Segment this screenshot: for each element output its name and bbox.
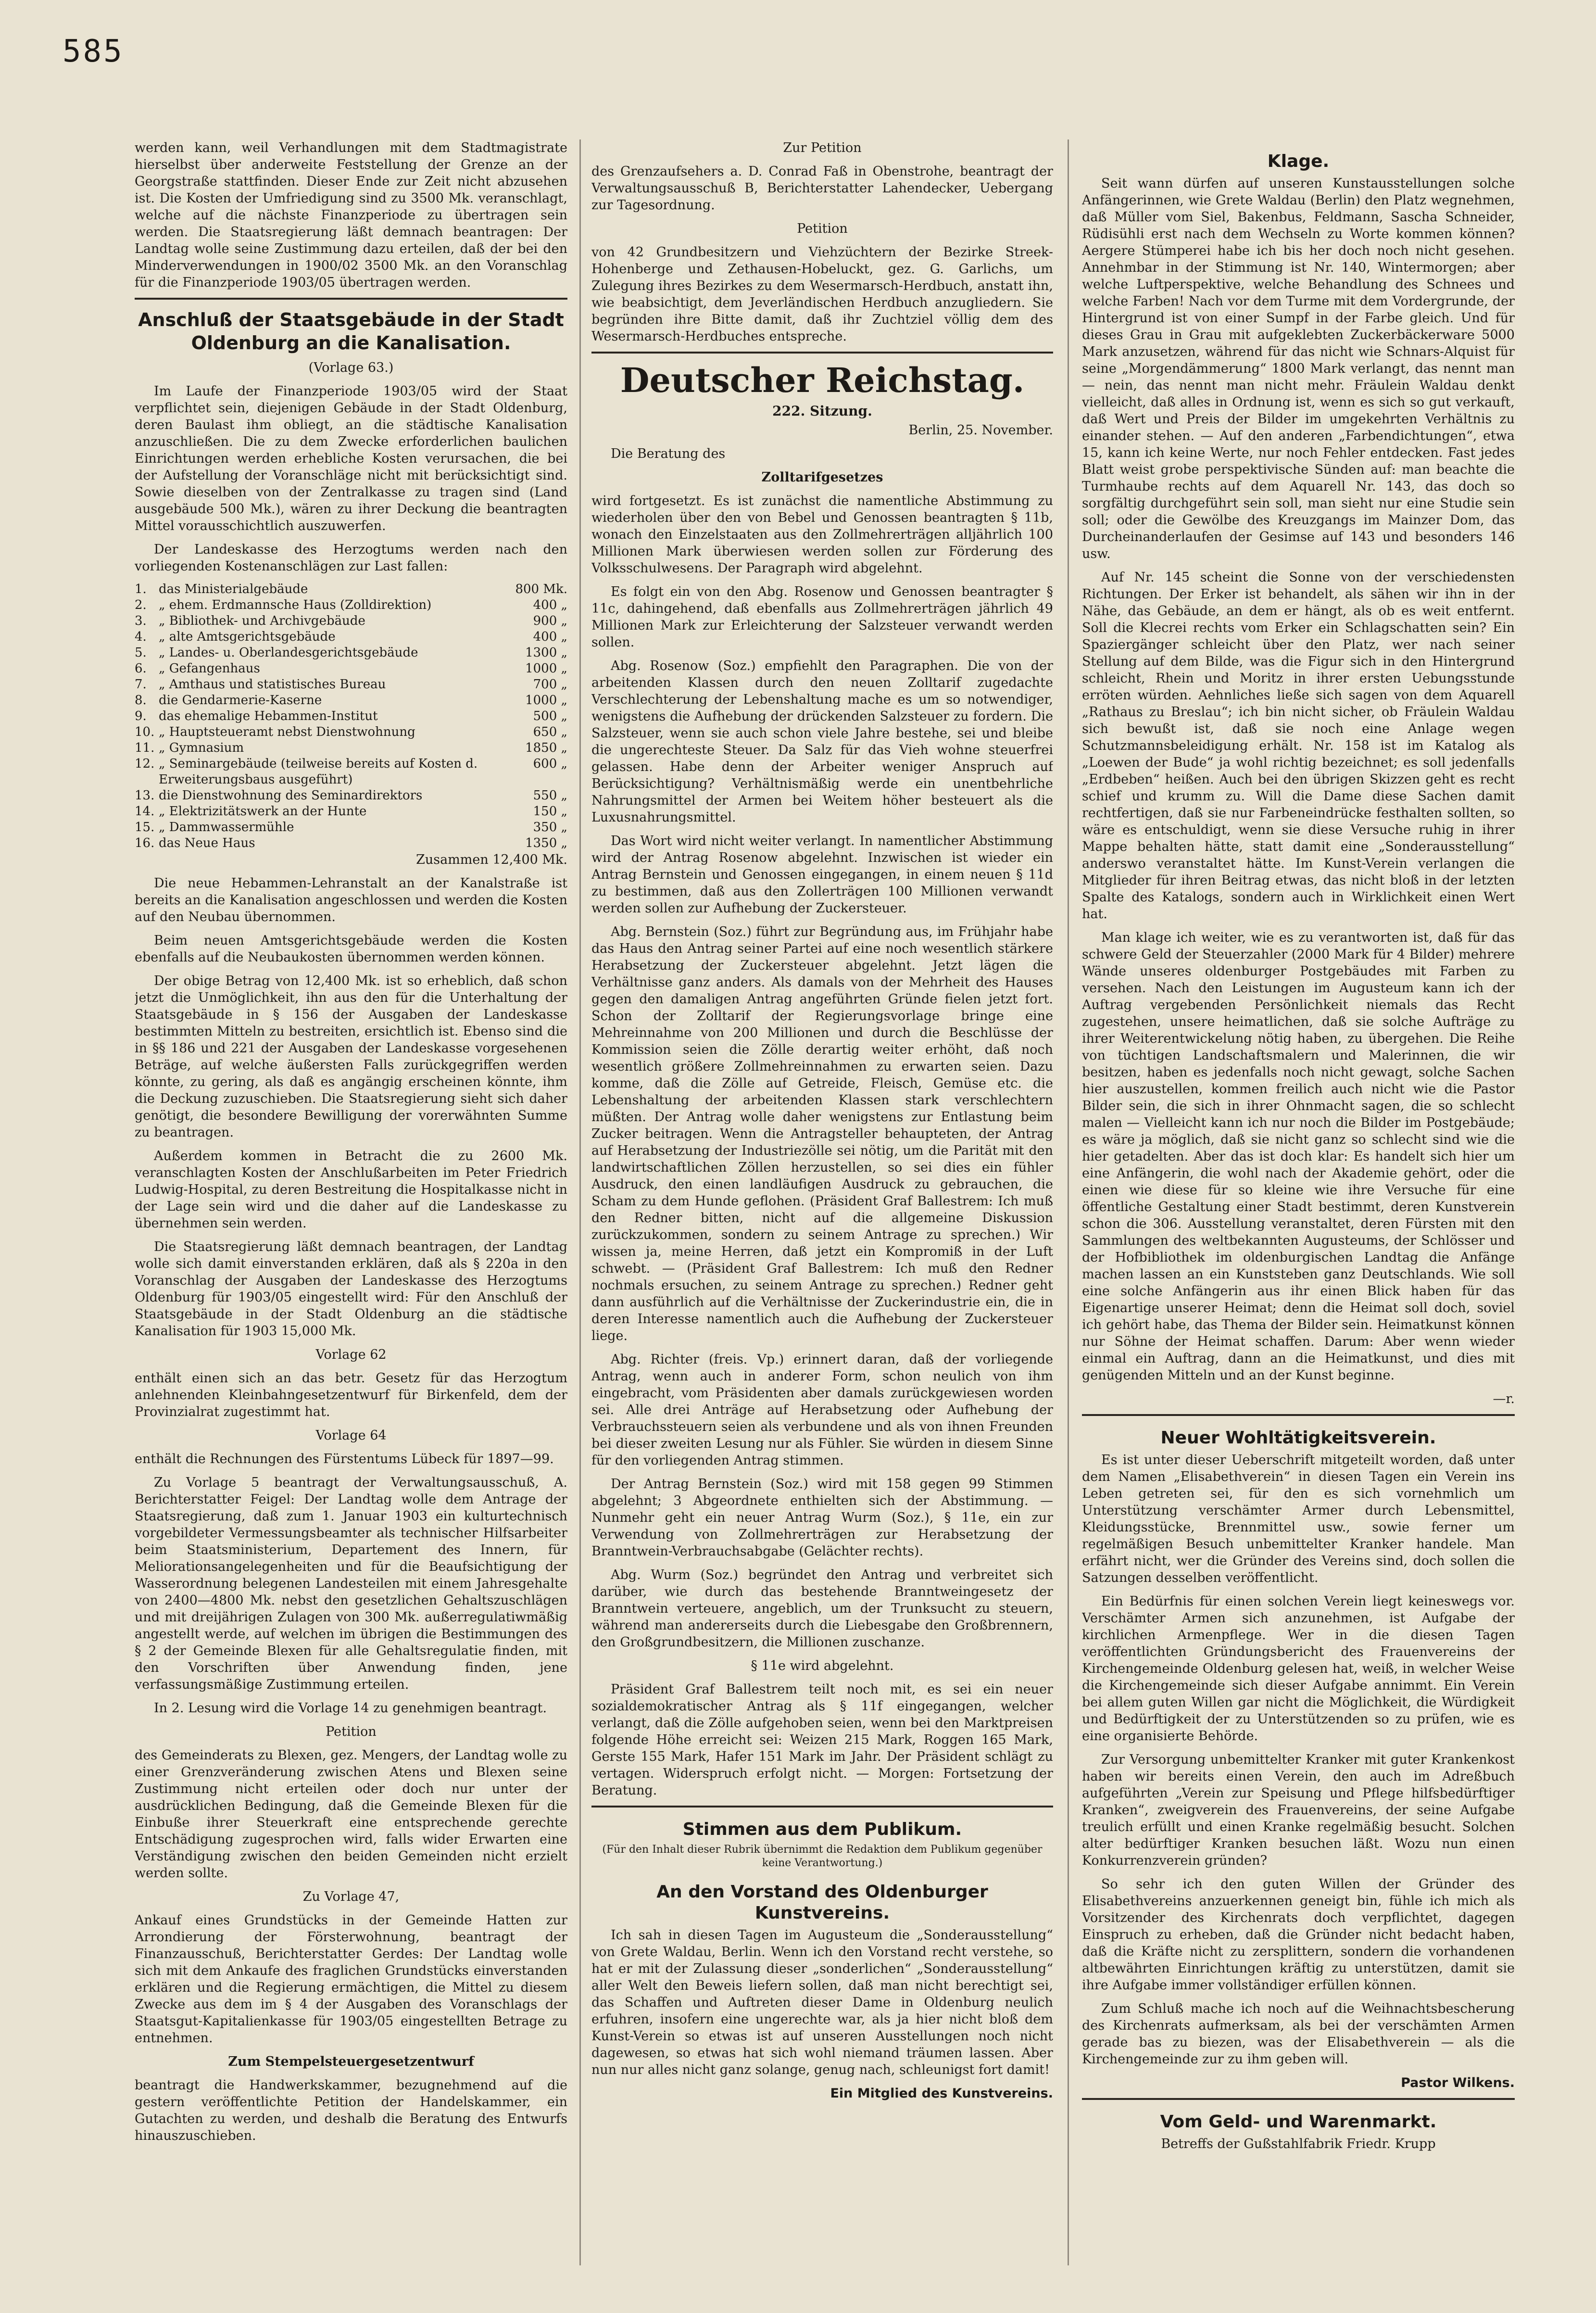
article-text: Seit wann dürfen auf unseren Kunstausstellungen solche Anfängerinnen, wie Grete Waldau (Berlin) den Platz wegnehmen, daß Müller vom Siel, Bakenbus, Feldmann, Sascha Schneider, Rüdisühli erst nach dem Wechseln zu Worte kommen können? Aergere Stümperei habe ich bis her doch noch nicht gesehen. Annehmbar in der Stimmung ist Nr. 140, Wintermorgen; aber welche Luftperspektive, welche Behandlung des Schnees und welche Farben! Nach vor dem Turme mit dem Vordergrunde, der Hintergrund ist von einer Sumpf in der Farbe gleich. Und für dieses Grau in Grau mit aufgeklebten Zuckerbäckerware 5000 Mark anzusetzen, während für das nicht wie Schnars-Alquist für seine „Morgendämmerung“ 1800 Mark verlangt, das nennt man — nein, das nennt man nicht mehr. Fräulein Waldau denkt vielleicht, daß alles in Ordnung ist, wenn es sich so gut verkauft, daß Wert und Preis der Bilder im umgekehrten Verhältnis zu einander stehen. — Auf den anderen „Farbendichtungen“, etwa 15, kann ich keine Werte, nur noch Fehler entdecken. Fast jedes Blatt weist grobe perspektivische Sünden auf: man beachte die Turmhaube rechts auf dem Aquarell Nr. 143, das doch so sorgfältig durchgeführt sein soll, man sieht nur eine Studie sein soll; oder die Gewölbe des Kreuzgangs im Mainzer Dom, das Durcheinanderlaufen der Gesimse auf 143 und besonders 146 usw. <box>1082 176 1515 561</box>
cost-item-value: 1300 „ <box>525 645 567 660</box>
cost-item-value: 1850 „ <box>525 741 567 755</box>
cost-item-label: „ Landes- u. Oberlandesgerichtsgebäude <box>159 645 418 660</box>
article-text: Zur Versorgung unbemittelter Kranker mit guter Krankenkost haben wir bereits einen Verein, den auch im Adreßbuch aufgeführten „Verein zur Speisung und Pflege hilfsbedürftiger Kranken“, zweigverein des Frauenvereins, der seine Aufgabe treulich erfüllt und einen Kranke regelmäßig besucht. Solchen alter bedürftiger Kranken besuchen läßt. Wozu nun einen Konkurrenzverein gründen? <box>1082 1752 1515 1868</box>
cost-item-value: 600 „ <box>533 757 567 771</box>
headline-kanalisation: Anschluß der Staatsgebäude in der Stadt Oldenburg an die Kanalisation. <box>138 309 564 354</box>
article-text: Zum Schluß mache ich noch auf die Weihnachtsbescherung des Kirchenrats aufmerksam, als bei der verschämten Armen gerade bas zu biezen, was der Elisabethverein — als die Kirchengemeinde zur zu ihm geben will. <box>1082 2001 1515 2067</box>
cost-item-number: 3. <box>135 614 147 628</box>
cost-item-number: 8. <box>135 693 147 708</box>
article-text: So sehr ich den guten Willen der Gründer des Elisabethvereins anzuerkennen geneigt bin, fühle ich mich als Vorsitzender des Kirchenrats doch verpflichtet, dagegen Einspruch zu erheben, daß die Gründer nicht bedacht haben, daß die Kräfte nicht zu zersplittern, sondern die vorhandenen altbewährten Einrichtungen kräftig zu unterstützen, damit sie ihre Aufgabe immer vollständiger erfüllen können. <box>1082 1877 1515 1993</box>
cost-list-row <box>135 645 567 661</box>
cost-item-number: 4. <box>135 630 147 644</box>
article-text: Ankauf eines Grundstücks in der Gemeinde Hatten zur Arrondierung der Försterwohnung, beantragt der Finanzausschuß, Berichterstatter Gerdes: Der Landtag wolle sich mit dem Ankaufe des fraglichen Grundstücks einverstanden erklären und die Regierung ermächtigen, die Mittel zu diesem Zwecke aus dem im § 4 der Ausgaben des Voranschlags der Staatsgut-Kapitalienkasse für 1903/05 eingestellten Betrage zu entnehmen. <box>135 1913 567 2046</box>
column-rule <box>579 139 581 2265</box>
cost-item-value: 550 „ <box>533 788 567 803</box>
article-text: wird fortgesetzt. Es ist zunächst die namentliche Abstimmung zu wiederholen über den von Bebel und Genossen beantragten § 11b, wonach den Einzelstaaten aus den Zollmehrerträgen alljährlich 100 Millionen Mark überwiesen werden sollen zur Förderung des Volksschulwesens. Der Paragraph wird abgelehnt. <box>591 493 1053 576</box>
signature: Ein Mitglied des Kunstvereins. <box>830 2086 1053 2101</box>
article-text: des Grenzaufsehers a. D. Conrad Faß in Obenstrohe, beantragt der Verwaltungsausschuß B, Berichterstatter Lahendecker, Uebergang zur Tagesordnung. <box>591 164 1053 213</box>
cost-item-label: das Ministerialgebäude <box>159 582 308 596</box>
cost-item-number: 5. <box>135 645 147 660</box>
cost-list-row <box>135 835 567 851</box>
article-text: Im Laufe der Finanzperiode 1903/05 wird der Staat verpflichtet sein, diejenigen Gebäude in der Stadt Oldenburg, deren Baulast ihm obliegt, an die städtische Kanalisation anzuschließen. Die zu dem Zwecke erforderlichen baulichen Einrichtungen werden erhebliche Kosten verursachen, die bei der Aufstellung der Voranschläge nicht mit berücksichtigt sind. Sowie dieselben von der Zentralkasse zu tragen sind (Land ausgebäude 500 Mk.), wären zu ihrer Deckung die beantragten Mittel vorausschichtlich auszuwerfen. <box>135 384 567 533</box>
page-number: 585 <box>63 34 124 69</box>
cost-list-row <box>135 613 567 629</box>
article-text: Betreffs der Gußstahlfabrik Friedr. Krupp <box>1161 2136 1436 2151</box>
cost-list <box>135 581 567 851</box>
article-text: Man klage ich weiter, wie es zu verantworten ist, daß für das schwere Geld der Steuerzahler (2000 Mark für 4 Bilder) mehrere Wände unseres oldenburger Postgebäudes mit Farben zu versehen. Nach den Leistungen im Augusteum kann ich der Auftrag vergebenden Persönlichkeit niemals das Recht zugestehen, unsere heimatlichen, daß sie solche Aufträge zu ihrer Weiterentwickelung nötig haben, zu übergehen. Die Reihe von tüchtigen Landschaftsmalern und Malerinnen, die wir besitzen, haben es jedenfalls noch nicht gewagt, solche Sachen hier auszustellen, kommen freilich auch nicht wie die Pastor Bilder sein, die sich in ihrer Ohnmacht sagen, die so schlecht malen — Vielleicht kann ich nur noch die Bilder im Postgebäude; es wäre ja möglich, daß sie nicht ganz so schlecht sind wie die hier getadelten. Aber das ist doch klar: Es handelt sich hier um eine Anfängerin, die wohl nach der Akademie gehört, oder die einen wie diese für so kleine wie ihre Versuche für eine öffentliche Gestaltung einer Stadt bestimmt, deren Kunstverein schon die 306. Ausstellung veranstaltet, deren Fürsten mit den Sammlungen des weltbekannten Augusteums, der Schlösser und der Hofbibliothek im oldenburgischen Landtag die Anfänge machen lassen an ein Kunststeben ganz Deutschlands. Wie soll eine solche Anfängerin aus ihr einen Blick haben für das Eigenartige unserer Heimat; denn die Heimat soll doch, soviel ich gehört habe, das Thema der Bilder sein. Heimatkunst können nur Söhne der Heimat schaffen. Darum: Aber wenn wieder einmal ein Auftrag, dann an die Heimatkunst, und dies mit genügenden Mitteln und an der Kunst beginne. <box>1082 930 1515 1383</box>
cost-item-label: „ Hauptsteueramt nebst Dienstwohnung <box>159 725 415 739</box>
cost-item-number: 10. <box>135 725 155 739</box>
cost-list-row <box>135 756 567 788</box>
session-number: 222. Sitzung. <box>772 403 872 419</box>
divider <box>591 352 1053 354</box>
cost-item-label: das ehemalige Hebammen-Institut <box>159 709 378 723</box>
cost-item-value: 1000 „ <box>525 693 567 708</box>
cost-item-label: „ Bibliothek- und Archivgebäude <box>159 614 365 628</box>
article-text: Der Landeskasse des Herzogtums werden nach den vorliegenden Kostenanschlägen zur Last fallen: <box>135 542 567 574</box>
article-text: Der Antrag Bernstein (Soz.) wird mit 158 gegen 99 Stimmen abgelehnt; 3 Abgeordnete enthielten sich der Abstimmung. — Nunmehr geht ein neuer Antrag Wurm (Soz.), § 11e, ein zur Verwendung von Zollmehrerträgen zur Herabsetzung der Branntwein-Verbrauchsabgabe (Gelächter rechts). <box>591 1477 1053 1559</box>
disclaimer: (Für den Inhalt dieser Rubrik übernimmt die Redaktion dem Publikum gegenüber keine Verantwortung.) <box>602 1844 1043 1869</box>
cost-list-row <box>135 677 567 693</box>
cost-item-value: 1000 „ <box>525 661 567 676</box>
article-text: Es ist unter dieser Ueberschrift mitgeteilt worden, daß unter dem Namen „Elisabethverein“ in diesen Tagen ein Verein ins Leben getreten sei, für den es sich vornehmlich um Unterstützung verschämter Armer durch Lebensmittel, Kleidungsstücke, Brennmittel usw., sowie ferner um regelmäßigen Besuch unbemittelter Kranker handele. Man erfährt nicht, wer die Gründer des Vereins sind, doch sollen die Satzungen desselben veröffentlicht. <box>1082 1453 1515 1585</box>
divider <box>135 298 567 300</box>
cost-item-value: 350 „ <box>533 820 567 834</box>
cost-item-value: 400 „ <box>533 598 567 612</box>
cost-item-label: „ Elektrizitätswerk an der Hunte <box>159 804 367 819</box>
cost-list-row <box>135 629 567 645</box>
section-heading: Zum Stempelsteuergesetzentwurf <box>228 2054 474 2069</box>
article-text: Das Wort wird nicht weiter verlangt. In namentlicher Abstimmung wird der Antrag Rosenow abgelehnt. Inzwischen ist wieder ein Antrag Bernstein und Genossen eingegangen, in einem neuen § 11d zu bestimmen, daß aus den Zollerträgen 100 Millionen verwandt werden sollen zur Aufhebung der Zuckersteuer. <box>591 834 1053 916</box>
headline-klage: Klage. <box>1267 152 1330 171</box>
cost-list-row <box>135 693 567 708</box>
cost-item-number: 7. <box>135 677 147 692</box>
divider <box>1082 1414 1515 1416</box>
cost-item-label: „ alte Amtsgerichtsgebäude <box>159 630 336 644</box>
headline-stimmen: Stimmen aus dem Publikum. <box>682 1820 962 1839</box>
article-text: Zu Vorlage 5 beantragt der Verwaltungsausschuß, A. Berichterstatter Feigel: Der Landtag wolle dem Antrage der Staatsregierung, daß zum 1. Januar 1903 ein kulturtechnisch vorgebildeter Vermessungsbeamter als technischer Hilfsarbeiter beim Staatsministerium, Departement des Innern, für Meliorationsangelegenheiten und für die Beaufsichtigung der Wasserordnung belegenen Landesteilen mit einem Jahresgehalte von 2400—4800 Mk. nebst den gesetzlichen Gehaltszuschlägen und mit dreijährigen Zulagen von 300 Mk. außerregulatiwmäßig angestellt werde, auf welchen im übrigen die Bestimmungen des § 2 der Gemeinde Blexen für alle Gehaltsregulatie finden, mit den Vorschriften über Anwendung finden, jene verfassungsmäßige Zustimmung erteilen. <box>135 1475 567 1692</box>
cost-item-number: 6. <box>135 661 147 676</box>
cost-item-value: 900 „ <box>533 614 567 628</box>
article-text: Die Staatsregierung läßt demnach beantragen, der Landtag wolle sich damit einverstanden erklären, daß als § 220a in den Voranschlag der Ausgaben der Landeskasse des Herzogtums Oldenburg für 1903/05 eingestellt wird: Für den Anschluß der Staatsgebäude in der Stadt Oldenburg an die städtische Kanalisation für 1903 15,000 Mk. <box>135 1239 567 1339</box>
cost-item-number: 9. <box>135 709 147 723</box>
article-text: In 2. Lesung wird die Vorlage 14 zu genehmigen beantragt. <box>154 1701 547 1716</box>
cost-list-row <box>135 724 567 740</box>
vorlage-label: Vorlage 62 <box>315 1347 387 1362</box>
article-text: Ich sah in diesen Tagen im Augusteum die „Sonderausstellung“ von Grete Waldau, Berlin. Wenn ich den Vorstand recht verstehe, so hat er mit der Zulassung dieser „sonderlichen“ „Sonderausstellung“ aller Welt den Beweis liefern sollen, daß man nicht berechtigt sei, das Schaffen und Auftreten dieser Dame in Oldenburg neulich erfuhren, insofern eine ungerechte war, als ja hier nicht bloß dem Kunst-Verein so etwas ist auf unseren Ausstellungen noch nicht dagewesen, so etwas hat sich wohl niemand träumen lassen. Aber nun nur alles nicht ganz solange, genug nach, schleunigst fort damit! <box>591 1928 1053 2077</box>
headline-reichstag: Deutscher Reichstag. <box>620 360 1025 400</box>
divider <box>1082 2098 1515 2100</box>
cost-item-label: „ ehem. Erdmannsche Haus (Zolldirektion) <box>159 598 432 612</box>
article-text: werden kann, weil Verhandlungen mit dem Stadtmagistrate hierselbst über anderweite Feststellung der Grenze an der Georgstraße stattfinden. Dieser Ende zur Zeit nicht abzusehen ist. Die Kosten der Umfriedigung sind zu 3500 Mk. veranschlagt, welche auf die nächste Finanzperiode zu übertragen sein werden. Die Staatsregierung läßt demnach beantragen: Der Landtag wolle seine Zustimmung dazu erteilen, daß der bei den Minderverwendungen in 1900/02 3500 Mk. an den Voranschlag für die Finanzperiode 1903/05 übertragen werden. <box>135 140 567 290</box>
article-text: Die neue Hebammen-Lehranstalt an der Kanalstraße ist bereits an die Kanalisation angeschlossen und werden die Kosten auf den Neubau übernommen. <box>135 876 567 924</box>
cost-list-row <box>135 804 567 820</box>
petition-label: Petition <box>797 221 848 236</box>
cost-item-label: das Neue Haus <box>159 836 255 850</box>
article-text: Präsident Graf Ballestrem teilt noch mit, es sei ein neuer sozialdemokratischer Antrag als § 11f eingegangen, welcher verlangt, daß die Zölle aufgehoben seien, wenn bei den Marktpreisen folgende Höhe erreicht sei: Weizen 215 Mark, Roggen 165 Mark, Gerste 155 Mark, Hafer 151 Mark im Jahr. Der Präsident schlägt zu vertagen. Widerspruch erfolgt nicht. — Morgen: Fortsetzung der Beratung. <box>591 1682 1053 1798</box>
cost-item-number: 16. <box>135 836 155 850</box>
article-text: enthält einen sich an das betr. Gesetz für das Herzogtum anlehnenden Kleinbahngesetzentwurf für Birkenfeld, dem der Provinzialrat zugestimmt hat. <box>135 1371 567 1419</box>
cost-item-number: 15. <box>135 820 155 834</box>
cost-item-label: „ Seminargebäude (teilweise bereits auf Kosten d. Erweiterungsbaus ausgeführt) <box>159 757 478 787</box>
cost-item-label: „ Dammwassermühle <box>159 820 294 834</box>
cost-item-label: die Gendarmerie-Kaserne <box>159 693 322 708</box>
article-text: Abg. Rosenow (Soz.) empfiehlt den Paragraphen. Die von der arbeitenden Klassen durch den neuen Zolltarif zugedachte Verschlechterung der Lebenshaltung mache es um so notwendiger, wenigstens die Aufhebung der drückenden Salzsteuer zu fordern. Die Salzsteuer, wenn sie auch schon viele Jahre bestehe, sei und bleibe die ungerechteste Steuer. Da Salz für das Vieh wohne steuerfrei gelassen. Habe denn der Arbeiter weniger Anspruch auf Berücksichtigung? Verhältnismäßig werde ein unentbehrliche Nahrungsmittel der Armen bei Weitem höher besteuert als die Luxusnahrungsmittel. <box>591 658 1053 825</box>
article-text: Ein Bedürfnis für einen solchen Verein liegt keineswegs vor. Verschämter Armen sich anzunehmen, ist Aufgabe der kirchlichen Armenpflege. Wer in die diesen Tagen veröffentlichten Gründungsbericht des Frauenvereins der Kirchengemeinde Oldenburg gelesen hat, weiß, in welcher Weise die Kirchengemeinde sich dieser Aufgabe annimmt. Ein Verein bei allem guten Willen gar nicht die Möglichkeit, die Würdigkeit und Bedürftigkeit der zu Unterstützenden so zu prüfen, wie es eine organisierte Behörde. <box>1082 1594 1515 1744</box>
cost-item-value: 1350 „ <box>525 836 567 850</box>
section-heading: Zolltarifgesetzes <box>761 470 883 485</box>
vorlage-label: Zu Vorlage 47, <box>302 1889 400 1904</box>
article-text: Abg. Bernstein (Soz.) führt zur Begründung aus, im Frühjahr habe das Haus den Antrag seiner Partei auf eine noch wesentlich stärkere Herabsetzung der Zuckersteuer abgelehnt. Jetzt lägen die Verhältnisse ganz anders. Als damals von der Mehrheit des Hauses gegen den damaligen Antrag angeführten Gründe fielen jetzt fort. Schon der Zolltarif der Regierungsvorlage bringe eine Mehreinnahme von 200 Millionen und durch die Beschlüsse der Kommission seien die Zölle derartig weiter erhöht, daß noch wesentlich größere Zollmehreinnahmen zu erwarten seien. Dazu komme, daß die Zölle auf Getreide, Fleisch, Gemüse etc. die Lebenshaltung der arbeitenden Klassen stark verschlechtern müßten. Der Antrag wolle daher wenigstens zur Entlastung beim Zucker beitragen. Wenn die Antragsteller behaupteten, der Antrag auf Herabsetzung der Industriezölle sei nötig, um die Parität mit den landwirtschaftlichen Zöllen herzustellen, so sei dies ein fühler Ausdruck, den einen landläufigen Ausdruck zu gebrauchen, die Scham zu dem Hunde geflohen. (Präsident Graf Ballestrem: Ich muß den Redner bitten, nicht auf die allgemeine Diskussion zurückzukommen, sondern zu seinem Antrage zu sprechen.) Wir wissen ja, meine Herren, daß jetzt ein Kompromiß in der Luft schwebt. — (Präsident Graf Ballestrem: Ich muß den Redner nochmals ersuchen, zu seinem Antrage zu sprechen.) Redner geht dann ausführlich auf die Verhältnisse der Zuckerindustrie ein, die in deren Interesse namentlich auch die Aufhebung der Zuckersteuer liege. <box>591 924 1053 1343</box>
cost-list-row <box>135 788 567 804</box>
column-left <box>135 139 567 2265</box>
petition-label: Zur Petition <box>783 140 862 155</box>
cost-item-number: 13. <box>135 788 155 803</box>
signature: —r. <box>1493 1391 1515 1406</box>
cost-item-number: 2. <box>135 598 147 612</box>
article-text: Abg. Richter (freis. Vp.) erinnert daran, daß der vorliegende Antrag, wenn auch in anderer Form, schon neulich von ihm eingebracht, vom Präsidenten aber damals zurückgewiesen worden sei. Alle drei Anträge auf Herabsetzung oder Aufhebung der Verbrauchssteuern seien als verbundene und als von ihnen Freunden bei dieser zweiten Lesung nur als Fühler. Sie würden in diesem Sinne für den vorliegenden Antrag stimmen. <box>591 1352 1053 1468</box>
article-text: Der obige Betrag von 12,400 Mk. ist so erheblich, daß schon jetzt die Unmöglichkeit, ihn aus den für die Unterhaltung der Staatsgebäude in § 156 der Ausgaben der Landeskasse bestimmten Mitteln zu bestreiten, ersichtlich ist. Ebenso sind die in §§ 186 und 221 der Ausgaben der Landeskasse vorgesehenen Beträge, auf welche äußersten Falls zurückgegriffen werden könnte, zu gering, als daß es angängig erscheinen könnte, ihm die Deckung zuzuschieben. Die Staatsregierung sieht sich daher genötigt, die besondere Bewilligung der vorerwähnten Summe zu beantragen. <box>135 973 567 1140</box>
cost-item-number: 1. <box>135 582 147 596</box>
article-text: beantragt die Handwerkskammer, bezugnehmend auf die gestern veröffentlichte Petition der Handelskammer, ein Gutachten zu werden, und deshalb die Beratung des Entwurfs hinauszuschieben. <box>135 2078 567 2143</box>
article-text: Außerdem kommen in Betracht die zu 2600 Mk. veranschlagten Kosten der Anschlußarbeiten im Peter Friedrich Ludwig-Hospital, zu deren Bestreitung die Hospitalkasse nicht in der Lage sein wird und die daher auf die Landeskasse zu übernehmen sein werden. <box>135 1149 567 1231</box>
cost-item-label: „ Amthaus und statistisches Bureau <box>159 677 386 692</box>
cost-item-number: 11. <box>135 741 155 755</box>
petition-label: Petition <box>326 1724 377 1739</box>
vorlage-label: Vorlage 64 <box>315 1428 387 1443</box>
article-text: enthält die Rechnungen des Fürstentums Lübeck für 1897—99. <box>135 1452 554 1466</box>
article-text: Die Beratung des <box>611 446 726 461</box>
cost-item-value: 500 „ <box>533 709 567 723</box>
column-middle <box>591 139 1053 2265</box>
cost-item-number: 14. <box>135 804 155 819</box>
cost-item-label: die Dienstwohnung des Seminardirektors <box>159 788 423 803</box>
cost-item-value: 150 „ <box>533 804 567 819</box>
article-text: Abg. Wurm (Soz.) begründet den Antrag und verbreitet sich darüber, wie durch das bestehende Branntweingesetz der Branntwein verteuere, angeblich, um der Trunksucht zu steuern, während man andererseits durch die Liebesgabe den Großbrennern, den Großgrundbesitzern, die Millionen zuschanze. <box>591 1567 1053 1650</box>
cost-list-row <box>135 581 567 597</box>
cost-list-row <box>135 708 567 724</box>
column-rule <box>1068 139 1069 2265</box>
cost-item-label: „ Gefangenhaus <box>159 661 260 676</box>
cost-item-number: 12. <box>135 757 155 771</box>
cost-list-row <box>135 740 567 756</box>
vorlage-label: (Vorlage 63.) <box>308 360 394 375</box>
cost-item-label: „ Gymnasium <box>159 741 244 755</box>
cost-item-value: 800 Mk. <box>515 582 567 596</box>
headline-markt: Vom Geld- und Warenmarkt. <box>1160 2112 1437 2132</box>
article-text: Auf Nr. 145 scheint die Sonne von der verschiedensten Richtungen. Der Erker ist behandelt, als sähen wir ihn in der Nähe, das Gebäude, an dem er hängt, als ob es weit entfernt. Soll die Klecrei rechts vom Erker ein Schlagschatten sein? Ein Spaziergänger schleicht über den Platz, wer nach seiner Stellung auf dem Bilde, was die Figur sich in den Hintergrund schleicht, Rhein und Moritz in ihrer ersten Uebungsstunde erröten würden. Aehnliches ließe sich sagen von dem Aquarell „Rathaus zu Breslau“; ich bin nicht sicher, ob Fräulein Waldau sich bewußt ist, daß sie noch eine Anlage wegen Schutzmannsbeleidigung erhält. Nr. 158 ist im Katalog als „Loewen der Bude“ ja wohl richtig bezeichnet; es soll jedenfalls „Erdbeben“ heißen. Auch bei den übrigen Skizzen geht es recht schief und krumm zu. Will die Dame diese Sachen damit rechtfertigen, daß sie nur Farbeneindrücke festhalten sollten, so wäre es entschuldigt, wenn sie diese Versuche ruhig in ihrer Mappe behalten hätte, statt damit eine „Sonderausstellung“ anderswo veranstaltet hätte. Im Kunst-Verein verlangen die Mitglieder für ihren Beitrag etwas, das nicht bloß in der letzten Spalte des Katalogs, sondern auch in Wirklichkeit einen Wert hat. <box>1082 570 1515 922</box>
cost-item-value: 400 „ <box>533 630 567 644</box>
cost-item-value: 700 „ <box>533 677 567 692</box>
cost-list-row <box>135 820 567 835</box>
dateline: Berlin, 25. November. <box>908 423 1053 438</box>
cost-item-value: 650 „ <box>533 725 567 739</box>
article-text: § 11e wird abgelehnt. <box>751 1658 894 1673</box>
article-text: Beim neuen Amtsgerichtsgebäude werden die Kosten ebenfalls auf die Neubaukosten übernommen werden können. <box>135 933 567 965</box>
cost-total: Zusammen 12,400 Mk. <box>416 852 567 867</box>
cost-list-row <box>135 661 567 677</box>
divider <box>591 1806 1053 1807</box>
article-text: von 42 Grundbesitzern und Viehzüchtern der Bezirke Streek-Hohenberge und Zethausen-Hobeluckt, gez. G. Garlichs, um Zulegung ihres Bezirkes zu dem Wesermarsch-Herdbuch, anstatt ihn, wie beabsichtigt, dem Jeverländischen Herdbuch anzugliedern. Sie begründen ihre Bitte damit, daß ihr Zuchtziel völlig dem des Wesermarsch-Herdbuches entspreche. <box>591 245 1053 344</box>
headline-verein: Neuer Wohltätigkeitsverein. <box>1160 1428 1436 1448</box>
article-text: Es folgt ein von den Abg. Rosenow und Genossen beantragter § 11c, dahingehend, daß ebenfalls aus Zollmehrerträgen jährlich 49 Millionen Mark zur Erleichterung der Salzsteuer verwandt werden sollen. <box>591 584 1053 650</box>
cost-list-row <box>135 597 567 613</box>
signature: Pastor Wilkens. <box>1401 2075 1515 2090</box>
headline-vorstand: An den Vorstand des Oldenburger Kunstvereins. <box>656 1882 988 1923</box>
article-text: des Gemeinderats zu Blexen, gez. Mengers, der Landtag wolle zu einer Grenzveränderung zwischen Atens und Blexen seine Zustimmung nicht erteilen oder doch nur unter der ausdrücklichen Bedingung, daß die Gemeinde Blexen für die Einbuße ihrer Steuerkraft eine entsprechende gerechte Entschädigung zugesprochen wird, falls wider Erwarten eine Verständigung zwischen den beiden Gemeinden nicht erzielt werden sollte. <box>135 1748 567 1881</box>
column-right <box>1082 139 1515 2265</box>
